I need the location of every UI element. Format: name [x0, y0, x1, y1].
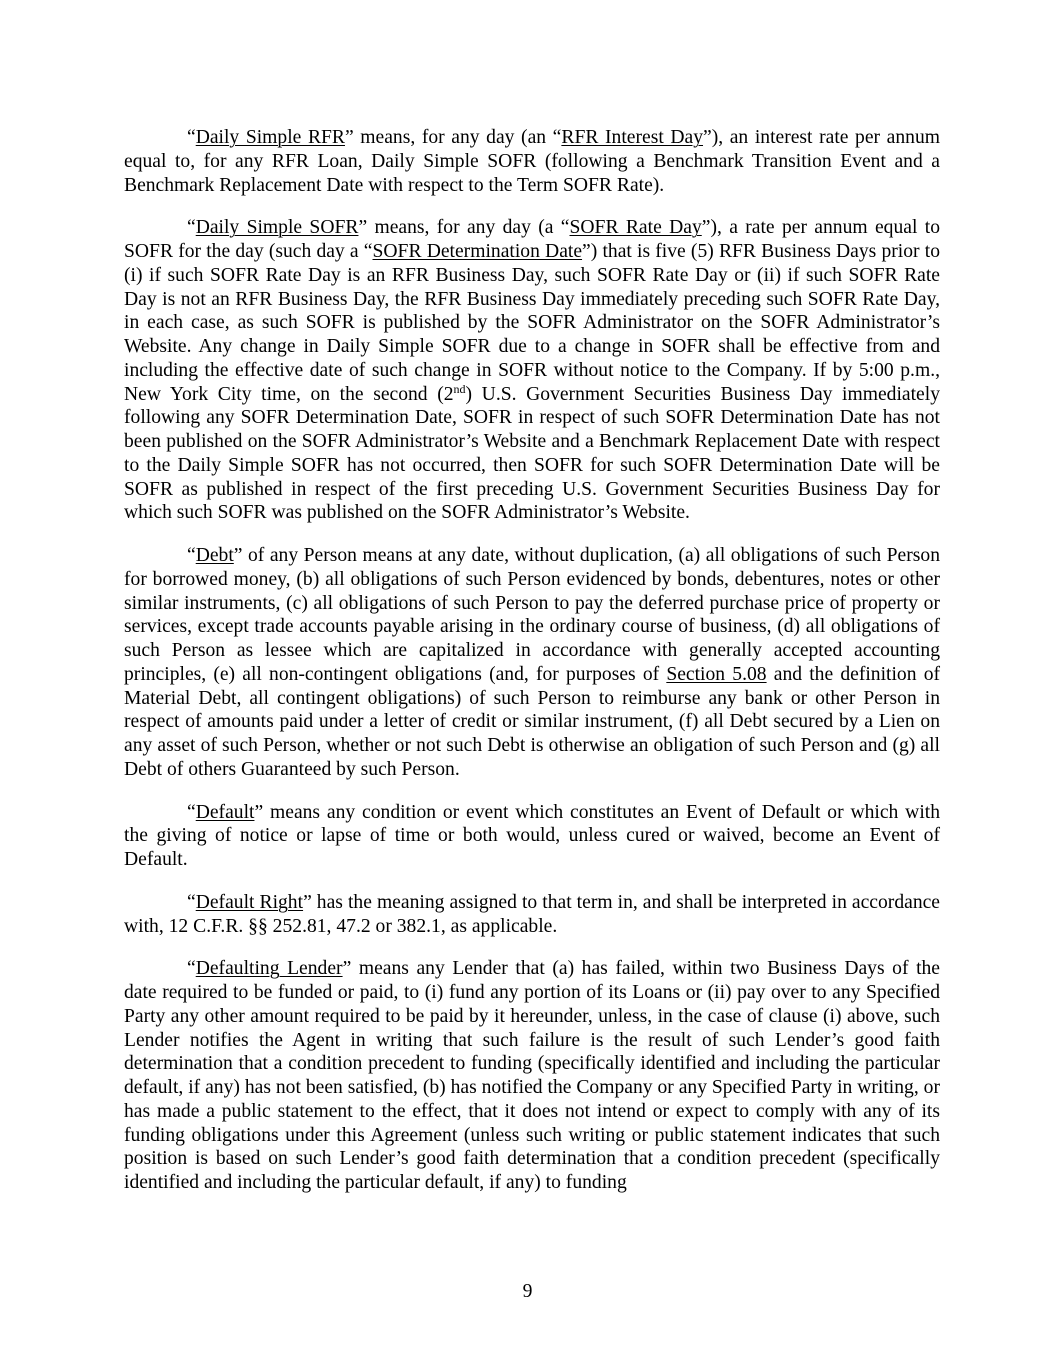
open-quote: “: [187, 891, 196, 913]
definition-daily-simple-sofr: [124, 216, 940, 525]
defined-term: Default Right: [195, 891, 304, 913]
definition-text: ” means, for any day (an “: [344, 127, 562, 148]
definition-default: [124, 801, 940, 872]
ordinal-superscript: nd: [453, 381, 466, 396]
definition-text: ” means, for any day (a “: [358, 217, 570, 239]
definition-text: ”), a rate per annum equal to SOFR for the day (such day a “: [124, 217, 940, 262]
defined-term: Daily Simple SOFR: [195, 217, 359, 239]
open-quote: “: [187, 801, 196, 823]
definition-text: and the definition of Material Debt, all contingent obligations) of such Person to reimburse any bank or other Person in respect of amounts paid under a letter of credit or similar instrument, (f) all Debt secured by a Lien on any asset of such Person, whether or not such Debt is otherwise an obligation of such Person and (g) all Debt of others Guaranteed by such Person.: [124, 663, 941, 780]
definition-text: ) U.S. Government Securities Business Day immediately following any SOFR Determination Date, SOFR in respect of such SOFR Determination Date has not been published on the SOFR Administrator’s Website and a Benchmark Replacement Date with respect to the Daily Simple SOFR has not occurred, then SOFR for such SOFR Determination Date will be SOFR as published in respect of the first preceding U.S. Government Securities Business Day for which such SOFR was published on the SOFR Administrator’s Website.: [124, 383, 940, 524]
section-reference: Section 5.08: [666, 663, 767, 685]
defined-term: Defaulting Lender: [195, 958, 343, 980]
definition-text: ” means any Lender that (a) has failed, within two Business Days of the date required to be funded or paid, to (i) fund any portion of its Loans or (ii) pay over to any Specified Party any other amount required to be paid by it hereunder, unless, in the case of clause (i) above, such Lender notifies the Agent in writing that such failure is the result of such Lender’s good faith determination that a condition precedent to funding (specifically identified and including the particular default, if any) has not been satisfied, (b) has notified the Company or any Specified Party in writing, or has made a public statement to the effect, that it does not intend or expect to comply with any of its funding obligations under this Agreement (unless such writing or public statement indicates that such position is based on such Lender’s good faith determination that a condition precedent (specifically identified and including the particular default, if any) to funding: [124, 958, 941, 1193]
open-quote: “: [187, 545, 196, 566]
definition-daily-simple-rfr: [124, 126, 940, 197]
page-number: 9: [522, 1281, 533, 1302]
defined-term: SOFR Rate Day: [569, 217, 702, 239]
definition-text: ” means any condition or event which constitutes an Event of Default or which with the giving of notice or lapse of time or both would, unless cured or waived, become an Event of Default.: [124, 801, 940, 870]
open-quote: “: [187, 958, 196, 980]
defined-term: Debt: [195, 545, 234, 566]
definition-text: ”), an interest rate per annum equal to, for any RFR Loan, Daily Simple SOFR (following a Benchmark Transition Event and a Benchmark Replacement Date with respect to the Term SOFR Rate).: [124, 127, 940, 196]
definition-defaulting-lender: [124, 957, 940, 1195]
defined-term: RFR Interest Day: [561, 127, 704, 148]
definition-text: ”) that is five (5) RFR Business Days prior to (i) if such SOFR Rate Day is an RFR Business Day, such SOFR Rate Day or (ii) if such SOFR Rate Day is not an RFR Business Day, the RFR Business Day immediately preceding such SOFR Rate Day, in each case, as such SOFR is published by the SOFR Administrator on the SOFR Administrator’s Website. Any change in Daily Simple SOFR due to a change in SOFR shall be effective from and including the effective date of such change in SOFR without notice to the Company. If by 5:00 p.m., New York City time, on the second (2: [124, 241, 940, 405]
open-quote: “: [187, 127, 196, 148]
definition-text: ” of any Person means at any date, without duplication, (a) all obligations of such Person for borrowed money, (b) all obligations of such Person evidenced by bonds, debentures, notes or other similar instruments, (c) all obligations of such Person to pay the deferred purchase price of property or services, except trade accounts payable arising in the ordinary course of business, (d) all obligations of such Person as lessee which are capitalized in accordance with generally accepted accounting principles, (e) all non-contingent obligations (and, for purposes of: [124, 545, 940, 685]
defined-term: SOFR Determination Date: [372, 241, 583, 262]
definition-default-right: [124, 891, 940, 939]
definition-debt: [124, 544, 940, 782]
defined-term: Default: [195, 801, 255, 823]
open-quote: “: [187, 217, 196, 239]
document-page: [124, 126, 940, 1214]
definition-text: ” has the meaning assigned to that term in, and shall be interpreted in accordance with, 12 C.F.R. §§ 252.81, 47.2 or 382.1, as applicable.: [124, 891, 941, 937]
defined-term: Daily Simple RFR: [195, 127, 345, 148]
